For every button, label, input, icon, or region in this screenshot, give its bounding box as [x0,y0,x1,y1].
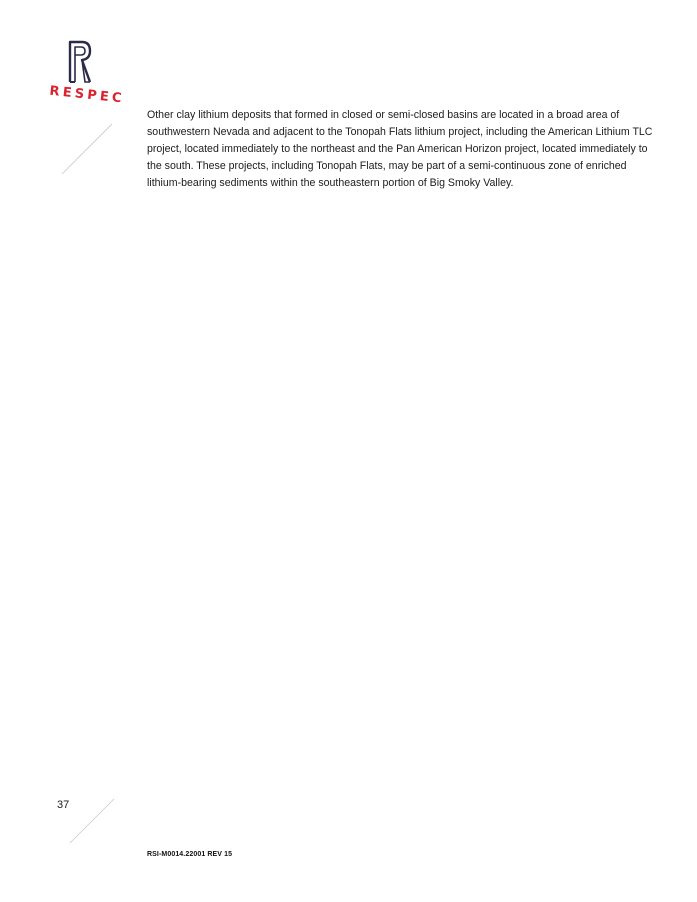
document-id: RSI-M0014.22001 REV 15 [147,851,233,858]
logo-wordmark [48,83,126,113]
body-paragraph: Other clay lithium deposits that formed in closed or semi-closed basins are located in a broad area of southwestern Nevada and adjacent to the Tonopah Flats lithium project, including the American Lithium TLC project, located immediately to the northeast and the Pan American Horizon project, located immediately to the south. These projects, including Tonopah Flats, may be part of a semi-continuous zone of enriched lithium-bearing sediments within the southeastern portion of Big Smoky Valley. [147,109,653,189]
page-number: 37 [57,799,70,811]
respec-logo [48,38,126,114]
svg-text:RESPEC: RESPEC [48,83,126,107]
respec-r-icon [66,38,94,84]
decorative-diagonal-line [60,122,114,176]
decorative-diagonal-line [68,797,116,845]
